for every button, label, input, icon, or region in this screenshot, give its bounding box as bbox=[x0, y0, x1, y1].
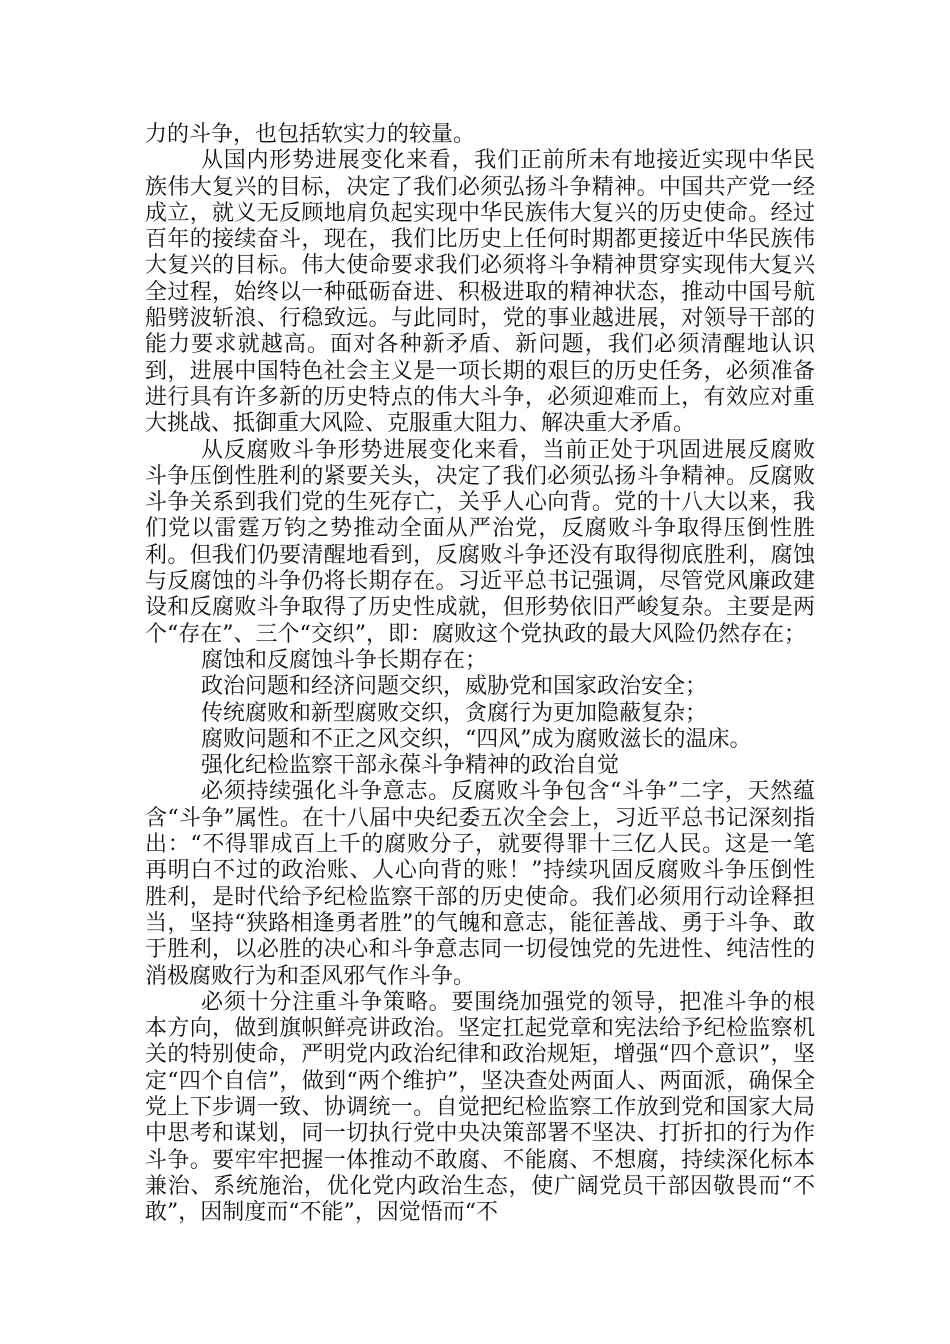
list-item-corruption-style: 腐败问题和不正之风交织，“四风”成为腐败滋长的温床。 bbox=[201, 726, 752, 752]
list-item-traditional-new: 传统腐败和新型腐败交织，贪腐行为更加隐蔽复杂； bbox=[201, 700, 708, 726]
section-heading: 强化纪检监察干部永葆斗争精神的政治自觉 bbox=[201, 753, 620, 779]
paragraph-continuation: 力的斗争，也包括软实力的较量。 bbox=[145, 122, 476, 147]
paragraph-struggle-will: 必须持续强化斗争意志。反腐败斗争包含“斗争”二字，天然蕴含“斗争”属性。在十八届中央纪委五次全会上，习近平总书记深刻指出：“不得罪成百上千的腐败分子，就要得罪十三亿人民。这是一笔再明白不过的政治账、人心向背的账！”持续巩固反腐败斗争压倒性胜利，是时代给予纪检监察干部的历史使命。我们必须用行动诠释担当，坚持“狭路相逢勇者胜”的气魄和意志，能征善战、勇于斗争、敢于胜利，以必胜的决心和斗争意志同一切侵蚀党的先进性、纯洁性的消极腐败行为和歪风邪气作斗争。 bbox=[145, 779, 815, 989]
paragraph-domestic-situation: 从国内形势进展变化来看，我们正前所未有地接近实现中华民族伟大复兴的目标，决定了我们必须弘扬斗争精神。中国共产党一经成立，就义无反顾地肩负起实现中华民族伟大复兴的历史使命。经过百年的接续奋斗，现在，我们比历史上任何时期都更接近中华民族伟大复兴的目标。伟大使命要求我们必须将斗争精神贯穿实现伟大复兴全过程，始终以一种砥砺奋进、积极进取的精神状态，推动中国号航船劈波斩浪、行稳致远。与此同时，党的事业越进展，对领导干部的能力要求就越高。面对各种新矛盾、新问题，我们必须清醒地认识到，进展中国特色社会主义是一项长期的艰巨的历史任务，必须准备进行具有许多新的历史特点的伟大斗争，必须迎难而上，有效应对重大挑战、抵御重大风险、克服重大阻力、解决重大矛盾。 bbox=[145, 148, 815, 437]
document-body bbox=[145, 122, 815, 1226]
list-item-political-economic: 政治问题和经济问题交织，威胁党和国家政治安全； bbox=[201, 674, 708, 700]
list-item-corrosion: 腐蚀和反腐蚀斗争长期存在； bbox=[201, 647, 488, 673]
paragraph-anti-corruption-situation: 从反腐败斗争形势进展变化来看，当前正处于巩固进展反腐败斗争压倒性胜利的紧要关头，决定了我们必须弘扬斗争精神。反腐败斗争关系到我们党的生死存亡，关乎人心向背。党的十八大以来，我们党以雷霆万钧之势推动全面从严治党，反腐败斗争取得压倒性胜利。但我们仍要清醒地看到，反腐败斗争还没有取得彻底胜利，腐蚀与反腐蚀的斗争仍将长期存在。习近平总书记强调，尽管党风廉政建设和反腐败斗争取得了历史性成就，但形势依旧严峻复杂。主要是两个“存在”、三个“交织”，即：腐败这个党执政的最大风险仍然存在； bbox=[145, 437, 815, 647]
paragraph-struggle-strategy: 必须十分注重斗争策略。要围绕加强党的领导，把准斗争的根本方向，做到旗帜鲜亮讲政治。坚定扛起党章和宪法给予纪检监察机关的特别使命，严明党内政治纪律和政治规矩，增强“四个意识”，坚定“四个自信”，做到“两个维护”，坚决查处两面人、两面派，确保全党上下步调一致、协调统一。自觉把纪检监察工作放到党和国家大局中思考和谋划，同一切执行党中央决策部署不坚决、打折扣的行为作斗争。要牢牢把握一体推动不敢腐、不能腐、不想腐，持续深化标本兼治、系统施治，优化党内政治生态，使广阔党员干部因敬畏而“不敢”，因制度而“不能”，因觉悟而“不 bbox=[145, 989, 815, 1226]
